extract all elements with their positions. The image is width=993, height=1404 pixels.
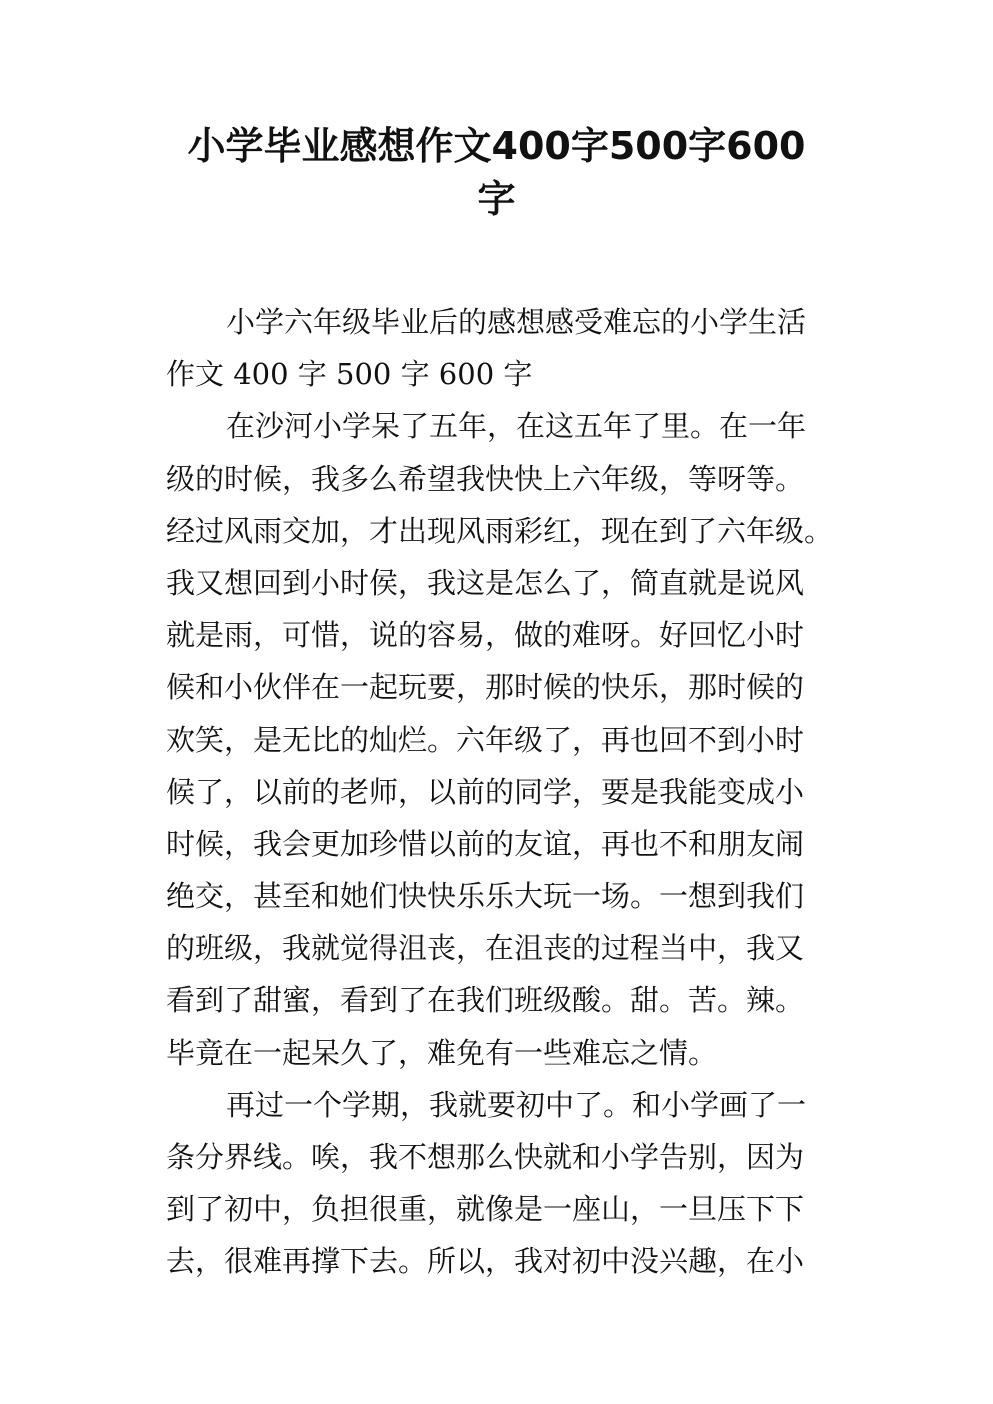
paragraph-1 [166,296,828,400]
paragraph-line: 小学六年级毕业后的感想感受难忘的小学生活 [226,305,807,339]
paragraph-line: 看到了甜蜜，看到了在我们班级酸。甜。苦。辣。 [166,983,805,1018]
paragraph-line: 到了初中，负担很重，就像是一座山，一旦压下下 [166,1192,805,1227]
paragraph-line: 绝交，甚至和她们快快乐乐大玩一场。一想到我们 [166,879,805,914]
paragraph-2 [166,400,834,1078]
document-body [166,296,834,1288]
paragraph-line: 时候，我会更加珍惜以前的友谊，再也不和朋友闹 [166,826,805,861]
paragraph-line: 级的时候，我多么希望我快快上六年级，等呀等。 [166,461,805,496]
paragraph-line: 去，很难再撑下去。所以，我对初中没兴趣，在小 [166,1244,805,1279]
paragraph-line: 候和小伙伴在一起玩要，那时候的快乐，那时候的 [166,670,805,705]
paragraph-line: 作文 400 字 500 字 600 字 [166,357,533,392]
paragraph-line: 的班级，我就觉得沮丧，在沮丧的过程当中，我又 [166,931,805,966]
title-line: 小学毕业感想作文400字500字600 [187,124,806,168]
paragraph-line: 在沙河小学呆了五年，在这五年了里。在一年 [226,409,807,444]
paragraph-line: 我又想回到小时侯，我这是怎么了，简直就是说风 [166,565,805,600]
paragraph-3 [166,1079,828,1288]
title-line: 字 [477,177,516,221]
paragraph-line: 再过一个学期，我就要初中了。和小学画了一 [226,1087,807,1122]
paragraph-line: 欢笑，是无比的灿烂。六年级了，再也回不到小时 [166,722,805,757]
paragraph-line: 条分界线。唉，我不想那么快就和小学告别，因为 [166,1140,805,1174]
paragraph-line: 就是雨，可惜，说的容易，做的难呀。好回忆小时 [166,618,805,653]
document-title [150,120,843,226]
paragraph-line: 候了，以前的老师，以前的同学，要是我能变成小 [166,774,805,809]
paragraph-line: 经过风雨交加，才出现风雨彩红，现在到了六年级。 [166,513,834,548]
paragraph-line: 毕竟在一起呆久了，难免有一些难忘之情。 [166,1035,718,1070]
